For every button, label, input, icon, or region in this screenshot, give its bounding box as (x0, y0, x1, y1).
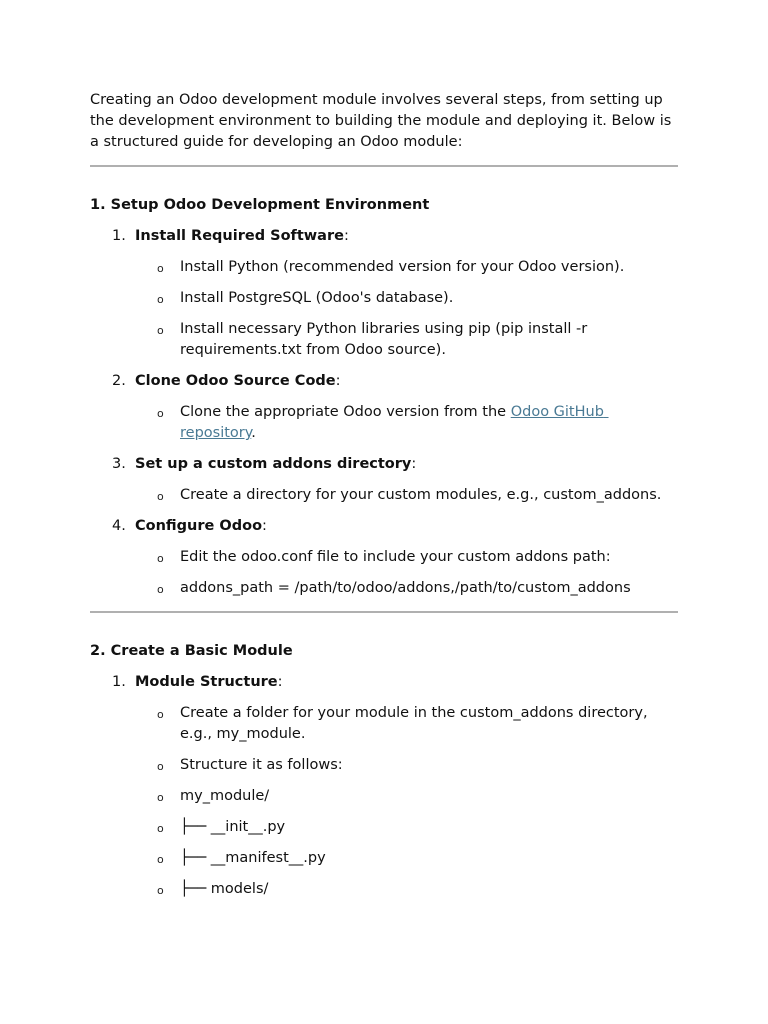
list-item: o Edit the odoo.conf file to include your custom addons path: (90, 547, 678, 568)
subsection-heading: 4. Configure Odoo: (90, 516, 678, 537)
list-item: o ├── models/ (90, 879, 678, 900)
subsection-label: Module Structure (135, 674, 278, 690)
subsection-label: Configure Odoo (135, 518, 263, 534)
list-item: o Create a directory for your custom modules, e.g., custom_addons. (90, 485, 678, 506)
subsection-heading: 2. Clone Odoo Source Code: (90, 371, 678, 392)
bullet-icon: o (157, 490, 164, 503)
bullet-list (90, 402, 678, 444)
bullet-list (90, 703, 678, 900)
divider (90, 611, 678, 613)
list-item: o addons_path = /path/to/odoo/addons,/path/to/custom_addons (90, 578, 678, 599)
list-number: 4. (112, 518, 126, 534)
list-item: o Install necessary Python libraries using pip (pip install -r requirements.txt from Odoo source). (157, 321, 592, 358)
bullet-icon: o (157, 407, 164, 420)
subsection-label: Clone Odoo Source Code (135, 373, 336, 389)
subsection-heading: 3. Set up a custom addons directory: (90, 454, 678, 475)
bullet-icon: o (157, 262, 164, 275)
list-item: o Clone the appropriate Odoo version from the Odoo GitHub repository. (157, 404, 609, 441)
list-item: o Install PostgreSQL (Odoo's database). (90, 288, 678, 309)
bullet-list (90, 547, 678, 599)
bullet-icon: o (157, 884, 164, 897)
bullet-icon: o (157, 708, 164, 721)
list-item: o Structure it as follows: (90, 755, 678, 776)
subsection-label: Set up a custom addons directory (135, 456, 412, 472)
subsection-heading: 1. Module Structure: (90, 672, 678, 693)
list-item: o my_module/ (90, 786, 678, 807)
bullet-icon: o (157, 853, 164, 866)
section-heading: 1. Setup Odoo Development Environment (90, 197, 430, 213)
bullet-icon: o (157, 822, 164, 835)
list-number: 1. (112, 674, 126, 690)
bullet-icon: o (157, 760, 164, 773)
list-number: 2. (112, 373, 126, 389)
list-item: o ├── __init__.py (90, 817, 678, 838)
subsection-label: Install Required Software (135, 228, 344, 244)
bullet-icon: o (157, 293, 164, 306)
list-item: o ├── __manifest__.py (90, 848, 678, 869)
list-item: o Install Python (recommended version for your Odoo version). (90, 257, 678, 278)
bullet-list (90, 485, 678, 506)
bullet-icon: o (157, 583, 164, 596)
list-number: 3. (112, 456, 126, 472)
bullet-list (90, 257, 678, 361)
bullet-icon: o (157, 552, 164, 565)
document-page (90, 90, 678, 900)
bullet-icon: o (157, 791, 164, 804)
list-number: 1. (112, 228, 126, 244)
section-heading: 2. Create a Basic Module (90, 643, 293, 659)
list-item: o Create a folder for your module in the custom_addons directory, e.g., my_module. (157, 705, 653, 742)
intro-paragraph: Creating an Odoo development module involves several steps, from setting up the development environment to building the module and deploying it. Below is a structured guide for developing an Odoo module: (90, 92, 672, 150)
divider (90, 165, 678, 167)
odoo-github-link[interactable]: Odoo GitHub repository (180, 404, 609, 441)
bullet-icon: o (157, 324, 164, 337)
subsection-heading: 1. Install Required Software: (90, 226, 678, 247)
